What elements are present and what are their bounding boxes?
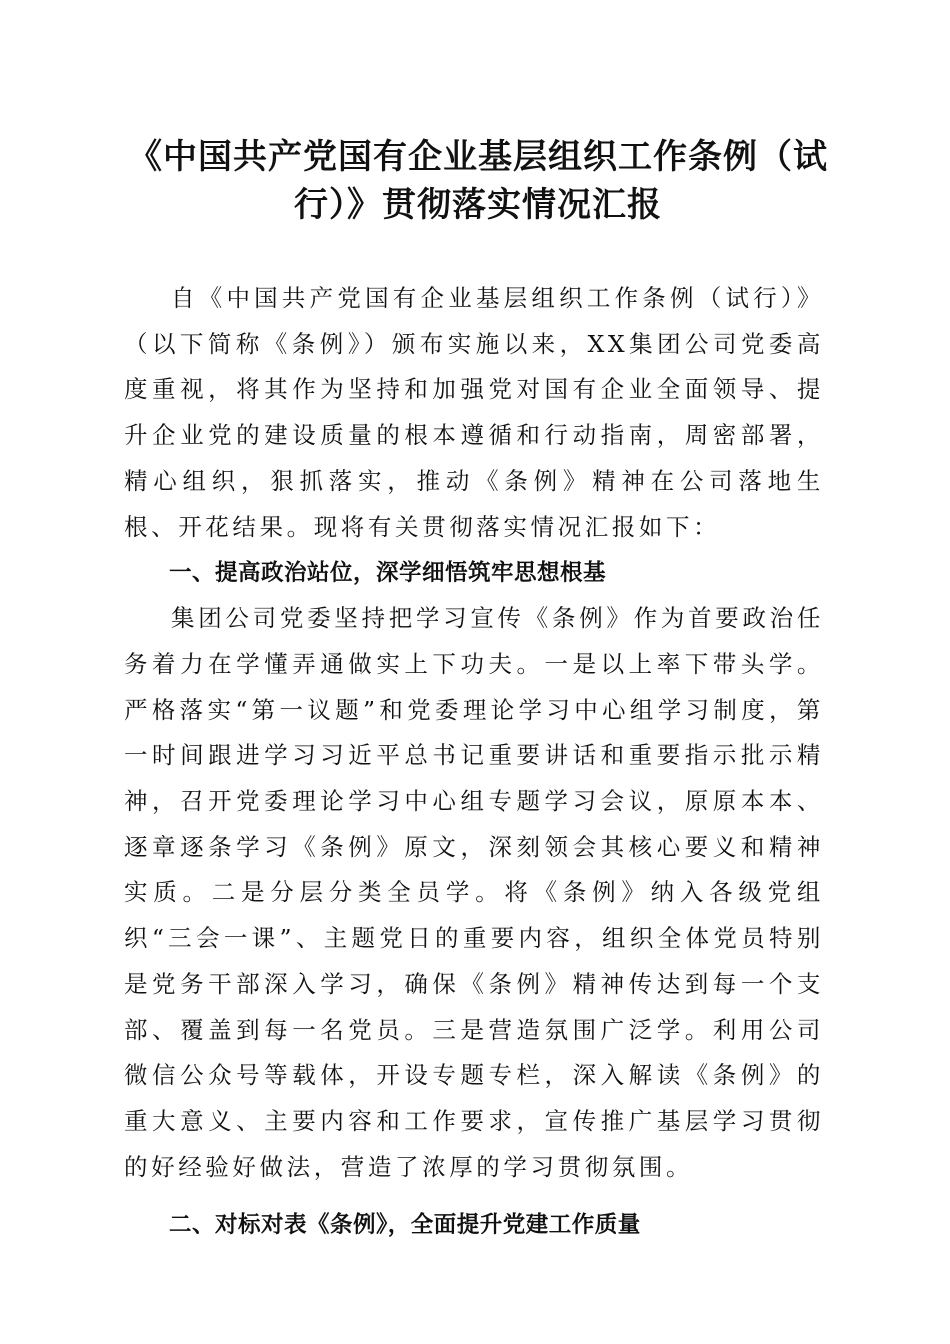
document-title: 《中国共产党国有企业基层组织工作条例（试行）》贯彻落实情况汇报: [128, 137, 828, 225]
intro-paragraph: 自《中国共产党国有企业基层组织工作条例（试行）》（以下简称《条例》）颁布实施以来，XX集团公司党委高度重视，将其作为坚持和加强党对国有企业全面领导、提升企业党的建设质量的根本遵循和行动指南，周密部署，精心组织，狠抓落实，推动《条例》精神在公司落地生根、开花结果。现将有关贯彻落实情况汇报如下：: [124, 284, 824, 541]
section-1-heading: 一、提高政治站位，深学细悟筑牢思想根基: [169, 560, 607, 587]
section-2-heading: 二、对标对表《条例》，全面提升党建工作质量: [169, 1212, 641, 1239]
document-body: [124, 276, 824, 1248]
section-1-paragraph: 集团公司党委坚持把学习宣传《条例》作为首要政治任务着力在学懂弄通做实上下功夫。一是以上率下带头学。严格落实“第一议题”和党委理论学习中心组学习制度，第一时间跟进学习习近平总书记重要讲话和重要指示批示精神，召开党委理论学习中心组专题学习会议，原原本本、逐章逐条学习《条例》原文，深刻领会其核心要义和精神实质。二是分层分类全员学。将《条例》纳入各级党组织“三会一课”、主题党日的重要内容，组织全体党员特别是党务干部深入学习，确保《条例》精神传达到每一个支部、覆盖到每一名党员。三是营造氛围广泛学。利用公司微信公众号等载体，开设专题专栏，深入解读《条例》的重大意义、主要内容和工作要求，宣传推广基层学习贯彻的好经验好做法，营造了浓厚的学习贯彻氛围。: [124, 604, 824, 1181]
